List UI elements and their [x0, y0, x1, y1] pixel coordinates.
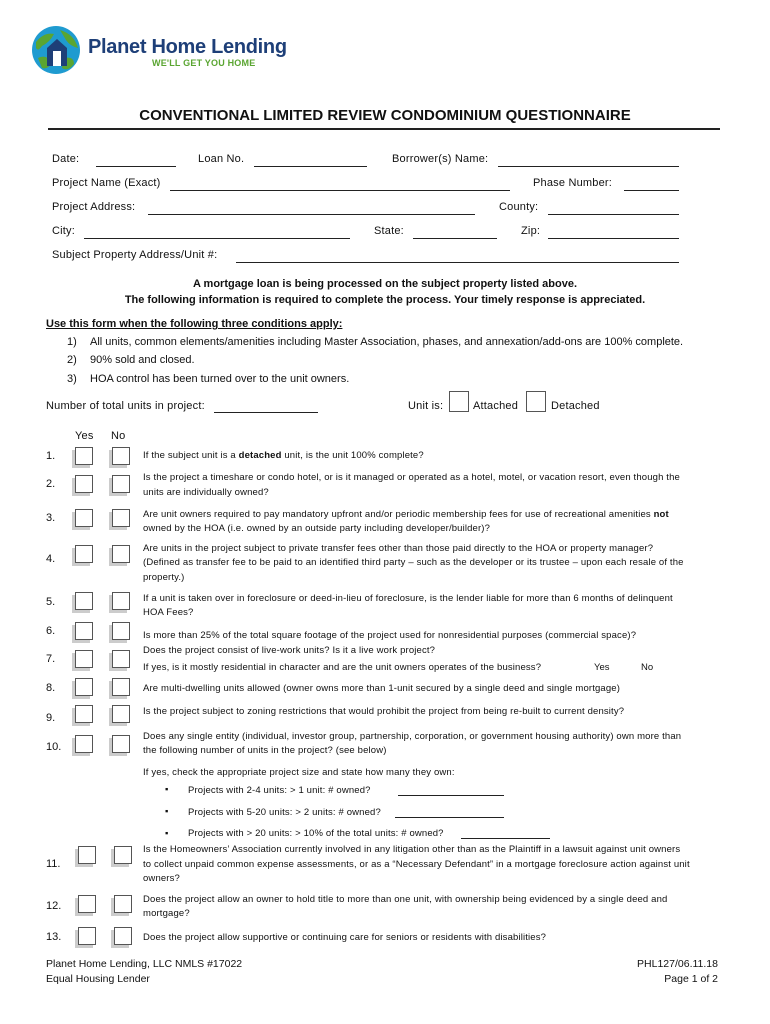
question-number: 1. — [46, 450, 56, 462]
city-field[interactable] — [84, 238, 350, 239]
q5-no-checkbox[interactable] — [112, 592, 130, 610]
q7-yes-checkbox[interactable] — [75, 650, 93, 668]
question-text: Does the project allow supportive or continuing care for seniors or residents with disabilities? — [143, 932, 547, 943]
county-field[interactable] — [548, 214, 679, 215]
project-address-field[interactable] — [148, 214, 475, 215]
detached-label: Detached — [551, 400, 600, 412]
project-address-label: Project Address: — [52, 201, 136, 213]
bullet-icon: ▪ — [165, 784, 169, 795]
condition-text: 90% sold and closed. — [90, 354, 195, 366]
question-number: 11. — [46, 858, 61, 870]
question-text: Does any single entity (individual, investor group, partnership, corporation, or government housing authority) own more than — [143, 731, 682, 742]
question-text: Does the project consist of live-work units? Is it a live work project? — [143, 645, 436, 656]
q1-no-checkbox[interactable] — [112, 447, 130, 465]
footer-form-code: PHL127/06.11.18 — [637, 958, 718, 970]
q11-yes-checkbox[interactable] — [78, 846, 96, 864]
city-label: City: — [52, 225, 75, 237]
question-text: Is the Homeowners’ Association currently involved in any litigation other than as the Plaintiff in a lawsuit against unit owners — [143, 844, 681, 855]
question-text: owned by the HOA (i.e. owned by an outside party including developer/builder)? — [143, 523, 491, 534]
question-text: property.) — [143, 572, 185, 583]
date-label: Date: — [52, 153, 80, 165]
question-number: 13. — [46, 931, 62, 943]
borrower-name-field[interactable] — [498, 166, 679, 167]
question-number: 8. — [46, 682, 56, 694]
zip-label: Zip: — [521, 225, 541, 237]
bullet-icon: ▪ — [165, 828, 169, 839]
page-title: CONVENTIONAL LIMITED REVIEW CONDOMINIUM QUESTIONNAIRE — [139, 107, 631, 124]
state-label: State: — [374, 225, 404, 237]
project-name-field[interactable] — [170, 190, 510, 191]
loan-no-field[interactable] — [254, 166, 367, 167]
question-text: Is the project a timeshare or condo hotel, or is it managed or operated as a hotel, motel, or vacation resort, even though the — [143, 472, 680, 483]
q12-no-checkbox[interactable] — [114, 895, 132, 913]
question-number: 9. — [46, 712, 56, 724]
q8-no-checkbox[interactable] — [112, 678, 130, 696]
loan-no-label: Loan No. — [198, 153, 245, 165]
state-field[interactable] — [413, 238, 497, 239]
question-number: 2. — [46, 478, 56, 490]
conditions-heading: Use this form when the following three conditions apply: — [46, 318, 343, 330]
question-text: the following number of units in the project? (see below) — [143, 745, 387, 756]
subject-property-label: Subject Property Address/Unit #: — [52, 249, 218, 261]
question-number: 6. — [46, 625, 56, 637]
footer-page-number: Page 1 of 2 — [664, 973, 718, 985]
question-number: 5. — [46, 596, 56, 608]
question-text: Are unit owners required to pay mandatory upfront and/or periodic membership fees for use of recreational amenities not — [143, 509, 669, 520]
notice-line-1: A mortgage loan is being processed on the subject property listed above. — [192, 278, 578, 290]
bullet-text: Projects with 5-20 units: > 2 units: # owned? — [188, 807, 381, 818]
q10-no-checkbox[interactable] — [112, 735, 130, 753]
q6-no-checkbox[interactable] — [112, 622, 130, 640]
q2-no-checkbox[interactable] — [112, 475, 130, 493]
notice-line-2: The following information is required to complete the process. Your timely response is appreciated. — [124, 294, 646, 306]
question-text: If yes, check the appropriate project size and state how many they own: — [143, 767, 455, 778]
bullet-2-field[interactable] — [395, 817, 504, 818]
attached-label: Attached — [473, 400, 519, 412]
question-text: Does the project allow an owner to hold title to more than one unit, with ownership being evidenced by a single deed and — [143, 894, 668, 905]
condition-num: 2) — [67, 354, 77, 366]
q3-yes-checkbox[interactable] — [75, 509, 93, 527]
question-number: 3. — [46, 512, 56, 524]
zip-field[interactable] — [548, 238, 679, 239]
unit-is-label: Unit is: — [408, 400, 444, 412]
footer-company: Planet Home Lending, LLC NMLS #17022 — [46, 958, 243, 970]
q13-yes-checkbox[interactable] — [78, 927, 96, 945]
question-text: If the subject unit is a detached unit, is the unit 100% complete? — [143, 450, 424, 461]
company-tagline: WE'LL GET YOU HOME — [152, 58, 256, 68]
county-label: County: — [499, 201, 539, 213]
q10-yes-checkbox[interactable] — [75, 735, 93, 753]
total-units-label: Number of total units in project: — [46, 400, 205, 412]
borrower-name-label: Borrower(s) Name: — [392, 153, 489, 165]
q13-no-checkbox[interactable] — [114, 927, 132, 945]
question-text: Are multi-dwelling units allowed (owner owns more than 1-unit secured by a single deed and single mortgage) — [143, 683, 621, 694]
q7-sub-no-label[interactable]: No — [641, 662, 654, 673]
date-field[interactable] — [96, 166, 176, 167]
question-text: owners? — [143, 873, 180, 884]
q3-no-checkbox[interactable] — [112, 509, 130, 527]
condition-text: All units, common elements/amenities including Master Association, phases, and annexation/add-ons are 100% complete. — [90, 336, 684, 348]
detached-checkbox[interactable] — [526, 391, 546, 412]
q9-no-checkbox[interactable] — [112, 705, 130, 723]
bullet-text: Projects with > 20 units: > 10% of the total units: # owned? — [188, 828, 444, 839]
q11-no-checkbox[interactable] — [114, 846, 132, 864]
question-text: (Defined as transfer fee to be paid to an identified third party – such as the developer or its trustee – upon each resale of the — [143, 557, 684, 568]
question-text: to collect unpaid common expense assessments, or as a “Necessary Defendant” in a mortgage foreclosure action against unit — [143, 859, 690, 870]
question-text: units are individually owned? — [143, 487, 269, 498]
question-text: Is the project subject to zoning restrictions that would prohibit the project from being re-built to current density? — [143, 706, 625, 717]
q12-yes-checkbox[interactable] — [78, 895, 96, 913]
condition-num: 3) — [67, 373, 77, 385]
q9-yes-checkbox[interactable] — [75, 705, 93, 723]
q5-yes-checkbox[interactable] — [75, 592, 93, 610]
question-text: mortgage? — [143, 908, 190, 919]
q4-no-checkbox[interactable] — [112, 545, 130, 563]
title-divider — [48, 128, 720, 130]
logo-globe-icon — [30, 24, 82, 76]
question-number: 4. — [46, 553, 56, 565]
attached-checkbox[interactable] — [449, 391, 469, 412]
no-column-header: No — [111, 430, 126, 442]
total-units-field[interactable] — [214, 412, 318, 413]
question-text: Are units in the project subject to private transfer fees other than those paid directly to the HOA or property manager? — [143, 543, 654, 554]
condition-text: HOA control has been turned over to the unit owners. — [90, 373, 350, 385]
question-number: 12. — [46, 900, 62, 912]
q8-yes-checkbox[interactable] — [75, 678, 93, 696]
question-text: HOA Fees? — [143, 607, 194, 618]
subject-property-field[interactable] — [236, 262, 679, 263]
q7-no-checkbox[interactable] — [112, 650, 130, 668]
bullet-3-field[interactable] — [461, 838, 550, 839]
yes-column-header: Yes — [75, 430, 94, 442]
bullet-1-field[interactable] — [398, 795, 504, 796]
footer-equal-housing: Equal Housing Lender — [46, 973, 150, 985]
q7-sub-yes-label[interactable]: Yes — [594, 662, 610, 673]
q2-yes-checkbox[interactable] — [75, 475, 93, 493]
question-number: 7. — [46, 653, 56, 665]
phase-number-field[interactable] — [624, 190, 679, 191]
project-name-label: Project Name (Exact) — [52, 177, 161, 189]
q6-yes-checkbox[interactable] — [75, 622, 93, 640]
bullet-icon: ▪ — [165, 806, 169, 817]
q1-yes-checkbox[interactable] — [75, 447, 93, 465]
company-name: Planet Home Lending — [88, 36, 287, 58]
question-text: If a unit is taken over in foreclosure or deed-in-lieu of foreclosure, is the lender liable for more than 6 months of delinquent — [143, 593, 673, 604]
q4-yes-checkbox[interactable] — [75, 545, 93, 563]
question-text: Is more than 25% of the total square footage of the project used for nonresidential purposes (commercial space)? — [143, 630, 637, 641]
bullet-text: Projects with 2-4 units: > 1 unit: # owned? — [188, 785, 371, 796]
question-text: If yes, is it mostly residential in character and are the unit owners operates of the business? — [143, 662, 542, 673]
condition-num: 1) — [67, 336, 77, 348]
phase-number-label: Phase Number: — [533, 177, 613, 189]
question-number: 10. — [46, 741, 62, 753]
